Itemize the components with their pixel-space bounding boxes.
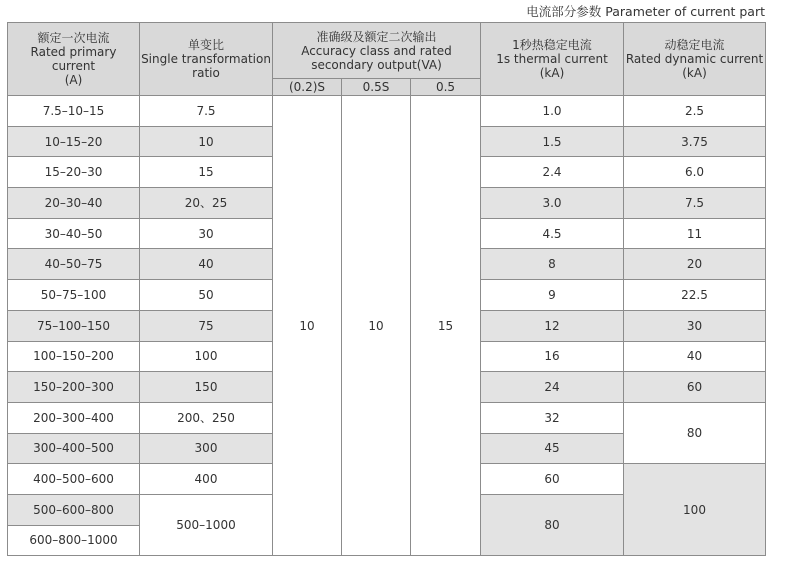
primary-current-cell: 20–30–40: [8, 188, 140, 219]
ratio-cell: 200、250: [140, 402, 273, 433]
thermal-current-cell: 80: [481, 494, 624, 555]
dynamic-current-cell: 6.0: [624, 157, 766, 188]
header-rated-primary-current: 额定一次电流 Rated primary current (A): [8, 23, 140, 96]
primary-current-cell: 7.5–10–15: [8, 96, 140, 127]
dynamic-current-cell: 60: [624, 372, 766, 403]
ratio-cell: 400: [140, 464, 273, 495]
accuracy-0-5-value: 15: [411, 96, 481, 556]
header-class-0-2s: (0.2)S: [273, 79, 342, 96]
header-accuracy-class: 准确级及额定二次输出 Accuracy class and rated secondary output(VA): [273, 23, 481, 79]
dynamic-current-cell: 40: [624, 341, 766, 372]
primary-current-cell: 400–500–600: [8, 464, 140, 495]
ratio-cell: 40: [140, 249, 273, 280]
header-dynamic-current: 动稳定电流 Rated dynamic current (kA): [624, 23, 766, 96]
ratio-cell: 10: [140, 126, 273, 157]
thermal-current-cell: 4.5: [481, 218, 624, 249]
primary-current-cell: 40–50–75: [8, 249, 140, 280]
primary-current-cell: 200–300–400: [8, 402, 140, 433]
dynamic-current-cell: 2.5: [624, 96, 766, 127]
ratio-cell: 30: [140, 218, 273, 249]
ratio-cell: 15: [140, 157, 273, 188]
ratio-cell: 100: [140, 341, 273, 372]
header-class-0-5s: 0.5S: [342, 79, 411, 96]
current-parameter-table: [7, 22, 766, 556]
accuracy-0-2s-value: 10: [273, 96, 342, 556]
dynamic-current-cell: 30: [624, 310, 766, 341]
dynamic-current-cell: 100: [624, 464, 766, 556]
thermal-current-cell: 60: [481, 464, 624, 495]
thermal-current-cell: 2.4: [481, 157, 624, 188]
header-single-transformation-ratio: 单变比 Single transformation ratio: [140, 23, 273, 96]
primary-current-cell: 300–400–500: [8, 433, 140, 464]
primary-current-cell: 50–75–100: [8, 280, 140, 311]
dynamic-current-cell: 22.5: [624, 280, 766, 311]
thermal-current-cell: 32: [481, 402, 624, 433]
accuracy-0-5s-value: 10: [342, 96, 411, 556]
ratio-cell: 20、25: [140, 188, 273, 219]
primary-current-cell: 30–40–50: [8, 218, 140, 249]
dynamic-current-cell: 80: [624, 402, 766, 463]
dynamic-current-cell: 3.75: [624, 126, 766, 157]
header-class-0-5: 0.5: [411, 79, 481, 96]
table-caption: 电流部分参数 Parameter of current part: [526, 4, 765, 19]
primary-current-cell: 150–200–300: [8, 372, 140, 403]
header-thermal-current: 1秒热稳定电流 1s thermal current (kA): [481, 23, 624, 96]
ratio-cell: 300: [140, 433, 273, 464]
ratio-cell: 500–1000: [140, 494, 273, 555]
thermal-current-cell: 24: [481, 372, 624, 403]
dynamic-current-cell: 7.5: [624, 188, 766, 219]
primary-current-cell: 100–150–200: [8, 341, 140, 372]
primary-current-cell: 500–600–800: [8, 494, 140, 525]
thermal-current-cell: 3.0: [481, 188, 624, 219]
thermal-current-cell: 1.5: [481, 126, 624, 157]
thermal-current-cell: 1.0: [481, 96, 624, 127]
thermal-current-cell: 16: [481, 341, 624, 372]
primary-current-cell: 600–800–1000: [8, 525, 140, 556]
dynamic-current-cell: 20: [624, 249, 766, 280]
thermal-current-cell: 45: [481, 433, 624, 464]
table-row: [8, 96, 766, 127]
ratio-cell: 150: [140, 372, 273, 403]
thermal-current-cell: 8: [481, 249, 624, 280]
primary-current-cell: 75–100–150: [8, 310, 140, 341]
ratio-cell: 7.5: [140, 96, 273, 127]
primary-current-cell: 15–20–30: [8, 157, 140, 188]
ratio-cell: 75: [140, 310, 273, 341]
primary-current-cell: 10–15–20: [8, 126, 140, 157]
thermal-current-cell: 12: [481, 310, 624, 341]
dynamic-current-cell: 11: [624, 218, 766, 249]
thermal-current-cell: 9: [481, 280, 624, 311]
ratio-cell: 50: [140, 280, 273, 311]
